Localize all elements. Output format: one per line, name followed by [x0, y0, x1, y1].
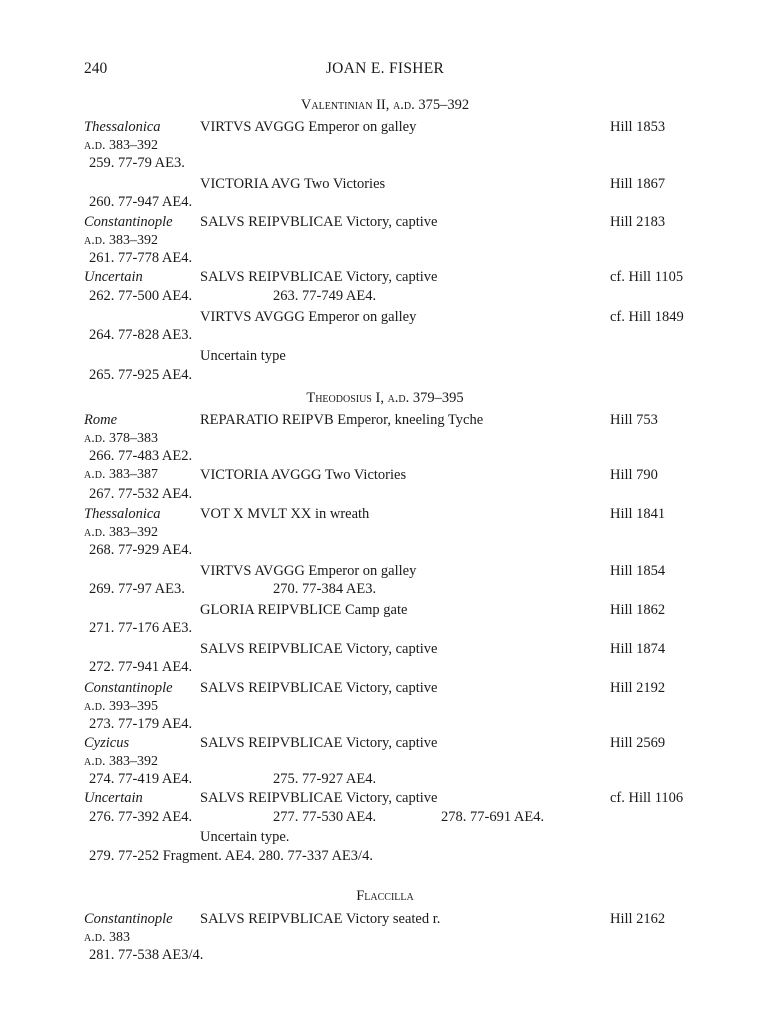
catalogue-row: [0, 154, 770, 172]
coin-entry: 269. 77-97 AE3.: [89, 581, 185, 597]
coin-entry: 274. 77-419 AE4.: [89, 771, 193, 787]
catalogue-row: [0, 640, 770, 658]
coin-entry: 260. 77-947 AE4.: [89, 194, 193, 210]
catalogue-row: [0, 929, 770, 947]
catalogue-row: [0, 268, 770, 286]
catalogue-row: [0, 580, 770, 598]
reference: cf. Hill 1849: [610, 309, 684, 325]
catalogue-row: [0, 347, 770, 365]
reference: Hill 2183: [610, 214, 666, 230]
coin-type: Uncertain type: [200, 348, 286, 364]
date-range: a.d. 383: [84, 930, 130, 945]
running-head: JOAN E. FISHER: [325, 60, 445, 77]
date-range: a.d. 383–392: [84, 233, 158, 248]
catalogue-row: [0, 679, 770, 697]
coin-entry: 278. 77-691 AE4.: [441, 809, 545, 825]
coin-entry: 270. 77-384 AE3.: [273, 581, 377, 597]
coin-entry: 259. 77-79 AE3.: [89, 155, 185, 171]
catalogue-row: [0, 658, 770, 676]
catalogue-row: [0, 619, 770, 637]
date-range: a.d. 383–392: [84, 525, 158, 540]
coin-type: SALVS REIPVBLICAE Victory, captive: [200, 641, 438, 657]
mint-name: Thessalonica: [84, 119, 161, 135]
catalogue-row: [0, 447, 770, 465]
coin-entry: 273. 77-179 AE4.: [89, 716, 193, 732]
coin-entry: 262. 77-500 AE4.: [89, 288, 193, 304]
coin-type: VICTORIA AVGGG Two Victories: [200, 467, 407, 483]
reference: Hill 1867: [610, 176, 666, 192]
page-number: 240: [84, 60, 108, 77]
coin-entry: 281. 77-538 AE3/4.: [89, 947, 204, 963]
reference: Hill 1862: [610, 602, 666, 618]
catalogue-row: [0, 308, 770, 326]
mint-name: Uncertain: [84, 790, 143, 806]
catalogue-row: [0, 770, 770, 788]
date-range: a.d. 378–383: [84, 431, 158, 446]
catalogue-row: [0, 808, 770, 826]
catalogue-row: [0, 466, 770, 484]
coin-type: VIRTVS AVGGG Emperor on galley: [200, 563, 417, 579]
reference: Hill 1853: [610, 119, 666, 135]
date-range: a.d. 383–387: [84, 467, 158, 482]
coin-type: VIRTVS AVGGG Emperor on galley: [200, 309, 417, 325]
coin-entry: 261. 77-778 AE4.: [89, 250, 193, 266]
catalogue-row: [0, 715, 770, 733]
catalogue-row: [0, 601, 770, 619]
mint-name: Rome: [84, 412, 118, 428]
reference: cf. Hill 1106: [610, 790, 684, 806]
coin-type: Uncertain type.: [200, 829, 290, 845]
coin-entry: 267. 77-532 AE4.: [89, 486, 193, 502]
date-range: a.d. 383–392: [84, 754, 158, 769]
catalogue-row: [0, 287, 770, 305]
catalogue-row: [0, 541, 770, 559]
coin-entry: 264. 77-828 AE3.: [89, 327, 193, 343]
coin-entry: 275. 77-927 AE4.: [273, 771, 377, 787]
mint-name: Constantinople: [84, 680, 173, 696]
mint-name: Constantinople: [84, 911, 173, 927]
coin-entry: 277. 77-530 AE4.: [273, 809, 377, 825]
coin-type: SALVS REIPVBLICAE Victory, captive: [200, 735, 438, 751]
section-title: Valentinian II, a.d. 375–392: [300, 97, 470, 113]
reference: Hill 2569: [610, 735, 666, 751]
mint-name: Constantinople: [84, 214, 173, 230]
catalogue-row: [0, 789, 770, 807]
catalogue-row: [0, 249, 770, 267]
coin-entry: 268. 77-929 AE4.: [89, 542, 193, 558]
catalogue-row: [0, 734, 770, 752]
reference: Hill 1874: [610, 641, 666, 657]
catalogue-row: [0, 193, 770, 211]
mint-name: Thessalonica: [84, 506, 161, 522]
catalogue-row: [0, 118, 770, 136]
catalogue-row: [0, 910, 770, 928]
mint-name: Uncertain: [84, 269, 143, 285]
reference: Hill 2192: [610, 680, 666, 696]
section-title: Theodosius I, a.d. 379–395: [306, 390, 464, 406]
catalogue-row: [0, 366, 770, 384]
catalogue-row: [0, 562, 770, 580]
catalogue-row: [0, 485, 770, 503]
catalogue-row: [0, 698, 770, 716]
catalogue-row: [0, 232, 770, 250]
coin-type: SALVS REIPVBLICAE Victory, captive: [200, 214, 438, 230]
catalogue-row: [0, 430, 770, 448]
coin-type: SALVS REIPVBLICAE Victory, captive: [200, 269, 438, 285]
coin-type: VICTORIA AVG Two Victories: [200, 176, 386, 192]
reference: Hill 1854: [610, 563, 666, 579]
coin-entry: 272. 77-941 AE4.: [89, 659, 193, 675]
catalogue-row: [0, 524, 770, 542]
coin-entry: 266. 77-483 AE2.: [89, 448, 193, 464]
coin-entry: 263. 77-749 AE4.: [273, 288, 377, 304]
date-range: a.d. 383–392: [84, 138, 158, 153]
reference: cf. Hill 1105: [610, 269, 684, 285]
coin-entry: 279. 77-252 Fragment. AE4. 280. 77-337 AE3/4.: [89, 848, 373, 864]
coin-entry: 265. 77-925 AE4.: [89, 367, 193, 383]
catalogue-row: [0, 505, 770, 523]
reference: Hill 753: [610, 412, 658, 428]
catalogue-row: [0, 946, 770, 964]
reference: Hill 1841: [610, 506, 666, 522]
reference: Hill 790: [610, 467, 658, 483]
mint-name: Cyzicus: [84, 735, 130, 751]
catalogue-row: [0, 213, 770, 231]
catalogue-row: [0, 175, 770, 193]
coin-type: VOT X MVLT XX in wreath: [200, 506, 370, 522]
coin-entry: 276. 77-392 AE4.: [89, 809, 193, 825]
catalogue-row: [0, 326, 770, 344]
catalogue-row: [0, 847, 770, 865]
catalogue-row: [0, 411, 770, 429]
coin-type: GLORIA REIPVBLICE Camp gate: [200, 602, 408, 618]
coin-type: REPARATIO REIPVB Emperor, kneeling Tyche: [200, 412, 484, 428]
coin-type: SALVS REIPVBLICAE Victory, captive: [200, 790, 438, 806]
section-title: Flaccilla: [356, 888, 414, 904]
coin-type: SALVS REIPVBLICAE Victory seated r.: [200, 911, 441, 927]
catalogue-row: [0, 753, 770, 771]
coin-entry: 271. 77-176 AE3.: [89, 620, 193, 636]
catalogue-row: [0, 828, 770, 846]
reference: Hill 2162: [610, 911, 666, 927]
catalogue-row: [0, 137, 770, 155]
coin-type: SALVS REIPVBLICAE Victory, captive: [200, 680, 438, 696]
date-range: a.d. 393–395: [84, 699, 158, 714]
coin-type: VIRTVS AVGGG Emperor on galley: [200, 119, 417, 135]
